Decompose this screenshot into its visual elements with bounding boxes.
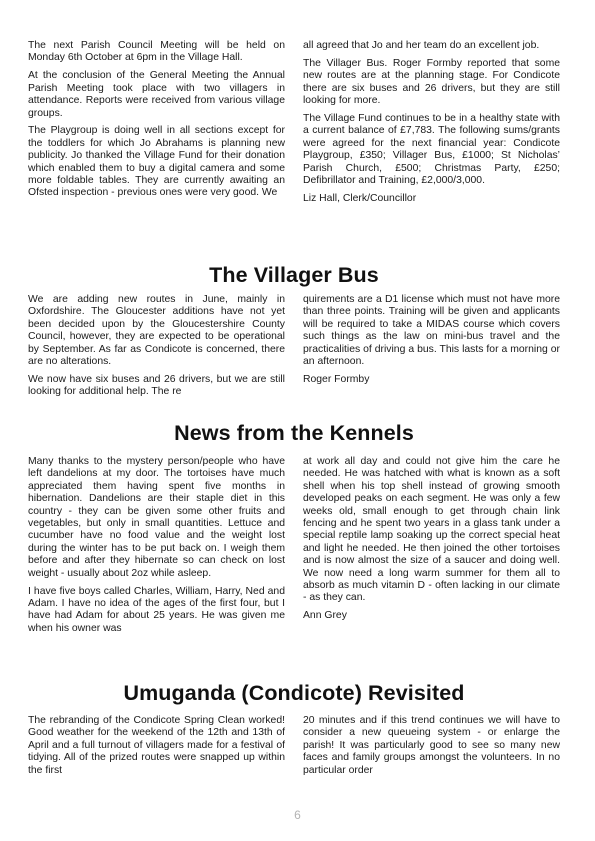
umuganda-columns — [28, 715, 560, 783]
umuganda-right-column — [303, 715, 560, 783]
villager-bus-paragraph: We now have six buses and 26 drivers, but we are still looking for additional help. The re — [28, 373, 285, 398]
council-paragraph: The Playgroup is doing well in all sections except for the toddlers for which Jo Abrahams is planning new publicity. Jo thanked the Village Fund for their donation which enabled them to buy a digital camera and some more foldable tables. They are currently awaiting an Ofsted inspection - previous ones were very good. We — [28, 125, 285, 199]
villager-bus-left-column — [28, 294, 285, 404]
villager-bus-columns — [28, 294, 560, 404]
villager-bus-paragraph: We are adding new routes in June, mainly in Oxfordshire. The Gloucester additions have not yet been decided upon by the Gloucestershire County Council, however, they are expected to be operational by September. As far as Condicote is concerned, there are no alterations. — [28, 294, 285, 368]
parish-council-right-column — [303, 40, 560, 211]
umuganda-section — [28, 680, 560, 783]
villager-bus-heading: The Villager Bus — [209, 263, 379, 287]
umuganda-heading: Umuganda (Condicote) Revisited — [123, 681, 465, 705]
villager-bus-section — [28, 262, 560, 404]
kennels-paragraph: at work all day and could not give him the care he needed. He was hatched with what is known as a soft shell when his top shell instead of growing smooth developed peaks on each segment. He was only a few weeks old, small enough to get through chain link fencing and he spent two years in a glass tank under a special reptile lamp soaking up the correct special heat and light he needed. He then joined the other tortoises and is now almost the size of a saucer and doing well. We now need a long warm summer for them all to absorb as much vitamin D - often lacking in our climate - as they can. — [303, 456, 560, 604]
kennels-paragraph: I have five boys called Charles, William, Harry, Ned and Adam. I have no idea of the ages of the first four, but I have had Adam for about 25 years. He was given me when his owner was — [28, 585, 285, 634]
kennels-right-column — [303, 456, 560, 641]
kennels-paragraph: Many thanks to the mystery person/people who have left dandelions at my door. The tortoises have much appreciated them having spent five months in hibernation. Dandelions are their staple diet in this country - they can be given some other fruits and vegetables, but only in small quantities. Lettuce and cucumber have no food value and the weight lost during the winter has to be put back on. I weigh them before and after they hibernate so can check on lost weight - usually about 2oz while asleep. — [28, 456, 285, 579]
page-number: 6 — [294, 808, 301, 822]
kennels-left-column — [28, 456, 285, 641]
umuganda-left-column — [28, 715, 285, 783]
villager-bus-paragraph: quirements are a D1 license which must not have more than three points. Training will be given and applicants will be required to take a MIDAS course which covers such things as the law on mini-bus travel and the practicalities of driving a bus. This lasts for a morning or an afternoon. — [303, 294, 560, 368]
council-paragraph: The next Parish Council Meeting will be held on Monday 6th October at 6pm in the Village Hall. — [28, 40, 285, 64]
kennels-heading: News from the Kennels — [174, 421, 414, 445]
kennels-section — [28, 420, 560, 641]
council-paragraph: The Villager Bus. Roger Formby reported that some new routes are at the planning stage. For Condicote there are six buses and 26 drivers, but they are still looking for more. — [303, 57, 560, 107]
villager-bus-signature: Roger Formby — [303, 373, 370, 385]
umuganda-paragraph: The rebranding of the Condicote Spring Clean worked! Good weather for the weekend of the 12th and 13th of April and a full turnout of villagers made for a festival of tidying. All of the prized routes were snapped up within the first — [28, 715, 285, 776]
council-paragraph: At the conclusion of the General Meeting the Annual Parish Meeting took place with two villagers in attendance. Reports were received from various village groups. — [28, 70, 285, 119]
parish-council-left-column — [28, 40, 285, 211]
umuganda-paragraph: 20 minutes and if this trend continues we will have to consider a new queueing system - or enlarge the parish! It was particularly good to see so many new faces and family groups amongst the volunteers. In no particular order — [303, 715, 560, 776]
kennels-columns — [28, 456, 560, 641]
villager-bus-right-column — [303, 294, 560, 404]
council-signature: Liz Hall, Clerk/Councillor — [303, 192, 417, 204]
parish-council-section — [28, 40, 560, 211]
kennels-signature: Ann Grey — [303, 610, 347, 622]
council-paragraph: all agreed that Jo and her team do an excellent job. — [303, 40, 540, 51]
parish-council-columns — [28, 40, 560, 211]
council-paragraph: The Village Fund continues to be in a healthy state with a current balance of £7,783. The following sums/grants were agreed for the next financial year: Condicote Playgroup, £350; Villager Bus, £1000; St Nicholas’ Parish Church, £500; Christmas Party, £250; Defibrillator and Training, £2,000/3,000. — [303, 113, 560, 187]
